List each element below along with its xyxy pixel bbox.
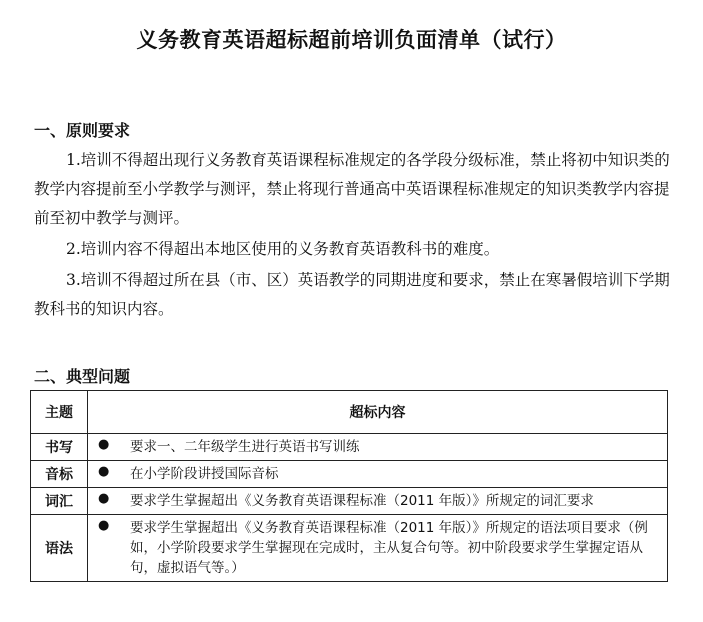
bullet-icon: ●	[98, 518, 110, 533]
header-topic: 主题	[31, 391, 88, 434]
table-row	[31, 434, 668, 461]
bullet-icon: ●	[98, 491, 110, 506]
bullet-icon: ●	[98, 437, 110, 452]
topic-cell: 语法	[31, 515, 88, 582]
content-cell: ● 要求一、二年级学生进行英语书写训练	[88, 434, 668, 461]
table-row	[31, 488, 668, 515]
topic-cell: 书写	[31, 434, 88, 461]
table-row	[31, 461, 668, 488]
header-content: 超标内容	[88, 391, 668, 434]
section-heading-problems: 二、典型问题	[34, 367, 131, 386]
principle-item-1: 1.培训不得超出现行义务教育英语课程标准规定的各学段分级标准，禁止将初中知识类的教学内容提前至小学教学与测评，禁止将现行普通高中英语课程标准规定的知识类教学内容提前至初中教学与测评。	[34, 151, 670, 227]
principle-item-2: 2.培训内容不得超出本地区使用的义务教育英语教科书的难度。	[66, 240, 500, 258]
content-cell: ● 要求学生掌握超出《义务教育英语课程标准（2011 年版）》所规定的词汇要求	[88, 488, 668, 515]
topic-cell: 音标	[31, 461, 88, 488]
table-row	[31, 515, 668, 582]
section-heading-principles: 一、原则要求	[34, 121, 131, 140]
document-title: 义务教育英语超标超前培训负面清单（试行）	[136, 28, 567, 52]
principle-item-3: 3.培训不得超过所在县（市、区）英语教学的同期进度和要求，禁止在寒暑假培训下学期教科书的知识内容。	[34, 271, 670, 318]
problems-table	[30, 390, 668, 582]
content-cell: ● 要求学生掌握超出《义务教育英语课程标准（2011 年版）》所规定的语法项目要求（例如，小学阶段要求学生掌握现在完成时，主从复合句等。初中阶段要求学生掌握定语从句，虚拟语气等。）	[88, 515, 668, 582]
table-header-row	[31, 391, 668, 434]
topic-cell: 词汇	[31, 488, 88, 515]
bullet-icon: ●	[98, 464, 110, 479]
content-cell: ● 在小学阶段讲授国际音标	[88, 461, 668, 488]
